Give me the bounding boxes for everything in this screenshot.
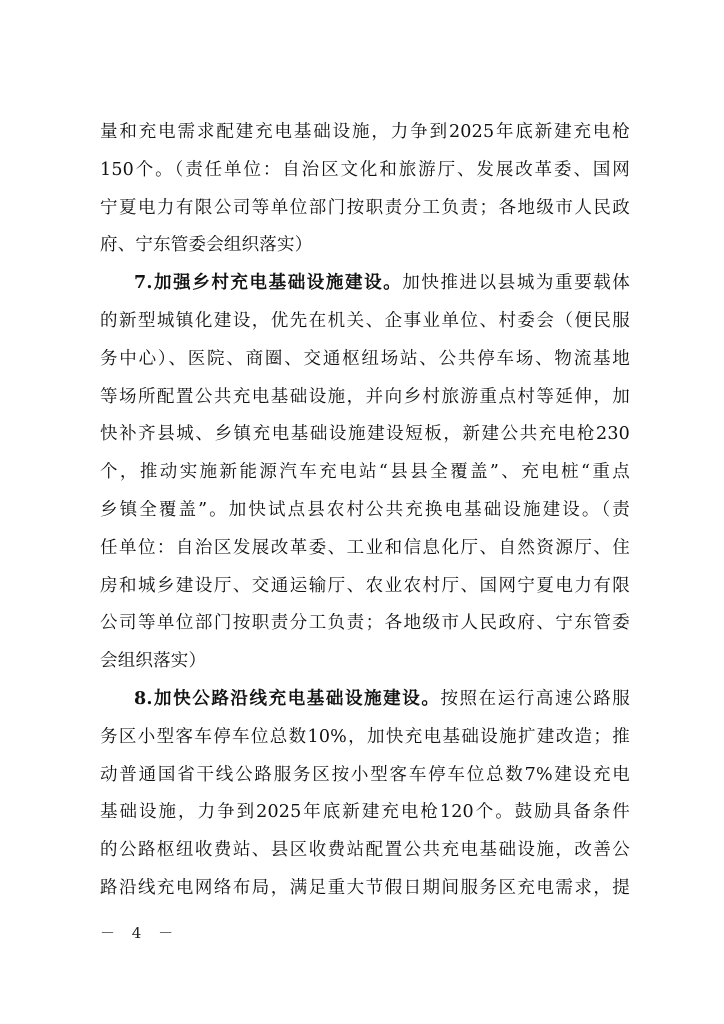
text-line bbox=[100, 264, 630, 302]
line-text: 量和充电需求配建充电基础设施，力争到2025年底新建充电枪 bbox=[100, 122, 630, 142]
line-text: 任单位：自治区发展改革委、工业和信息化厅、自然资源厅、住 bbox=[100, 537, 630, 558]
line-text: 宁夏电力有限公司等单位部门按职责分工负责；各地级市人民政 bbox=[100, 197, 630, 218]
text-line bbox=[100, 718, 630, 756]
text-line bbox=[100, 189, 630, 227]
line-text: 会组织落实） bbox=[100, 651, 207, 672]
section-heading: 7.加强乡村充电基础设施建设。 bbox=[134, 273, 403, 294]
text-line bbox=[100, 604, 630, 642]
text-line bbox=[100, 226, 630, 264]
text-line bbox=[100, 793, 630, 831]
text-line bbox=[100, 151, 630, 189]
line-text: 150个。（责任单位：自治区文化和旅游厅、发展改革委、国网 bbox=[100, 159, 630, 180]
page-number: － 4 － bbox=[100, 924, 180, 942]
text-line bbox=[100, 680, 630, 718]
line-text: 乡镇全覆盖”。加快试点县农村公共充换电基础设施建设。（责 bbox=[100, 500, 630, 520]
line-text: 等场所配置公共充电基础设施，并向乡村旅游重点村等延伸，加 bbox=[100, 386, 630, 407]
text-line bbox=[100, 113, 630, 151]
line-text: 的公路枢纽收费站、县区收费站配置公共充电基础设施，改善公 bbox=[100, 840, 630, 861]
text-line bbox=[100, 302, 630, 340]
line-text: 府、宁东管委会组织落实） bbox=[100, 235, 313, 256]
text-line bbox=[100, 453, 630, 491]
text-line bbox=[100, 756, 630, 794]
line-text: 房和城乡建设厅、交通运输厅、农业农村厅、国网宁夏电力有限 bbox=[100, 575, 630, 596]
text-line bbox=[100, 340, 630, 378]
text-line bbox=[100, 567, 630, 605]
line-text: 务中心）、医院、商圈、交通枢纽场站、公共停车场、物流基地 bbox=[100, 348, 630, 369]
line-text: 公司等单位部门按职责分工负责；各地级市人民政府、宁东管委 bbox=[100, 613, 630, 634]
line-text: 快补齐县城、乡镇充电基础设施建设短板，新建公共充电枪230 bbox=[100, 424, 630, 445]
line-text: 按照在运行高速公路服 bbox=[440, 689, 631, 709]
text-line bbox=[100, 831, 630, 869]
text-line bbox=[100, 642, 630, 680]
line-text: 的新型城镇化建设，优先在机关、企事业单位、村委会（便民服 bbox=[100, 311, 630, 331]
text-line bbox=[100, 415, 630, 453]
text-line bbox=[100, 869, 630, 907]
line-text: 加快推进以县城为重要载体 bbox=[402, 273, 630, 294]
line-text: 动普通国省干线公路服务区按小型客车停车位总数7%建设充电 bbox=[100, 764, 630, 785]
section-heading: 8.加快公路沿线充电基础设施建设。 bbox=[134, 689, 441, 709]
text-line bbox=[100, 529, 630, 567]
line-text: 基础设施，力争到2025年底新建充电枪120个。鼓励具备条件 bbox=[100, 802, 630, 823]
text-line bbox=[100, 378, 630, 416]
line-text: 个，推动实施新能源汽车充电站“县县全覆盖”、充电桩“重点 bbox=[100, 462, 630, 483]
text-line bbox=[100, 491, 630, 529]
line-text: 务区小型客车停车位总数10%，加快充电基础设施扩建改造；推 bbox=[100, 726, 630, 747]
line-text: 路沿线充电网络布局，满足重大节假日期间服务区充电需求，提 bbox=[100, 878, 630, 898]
